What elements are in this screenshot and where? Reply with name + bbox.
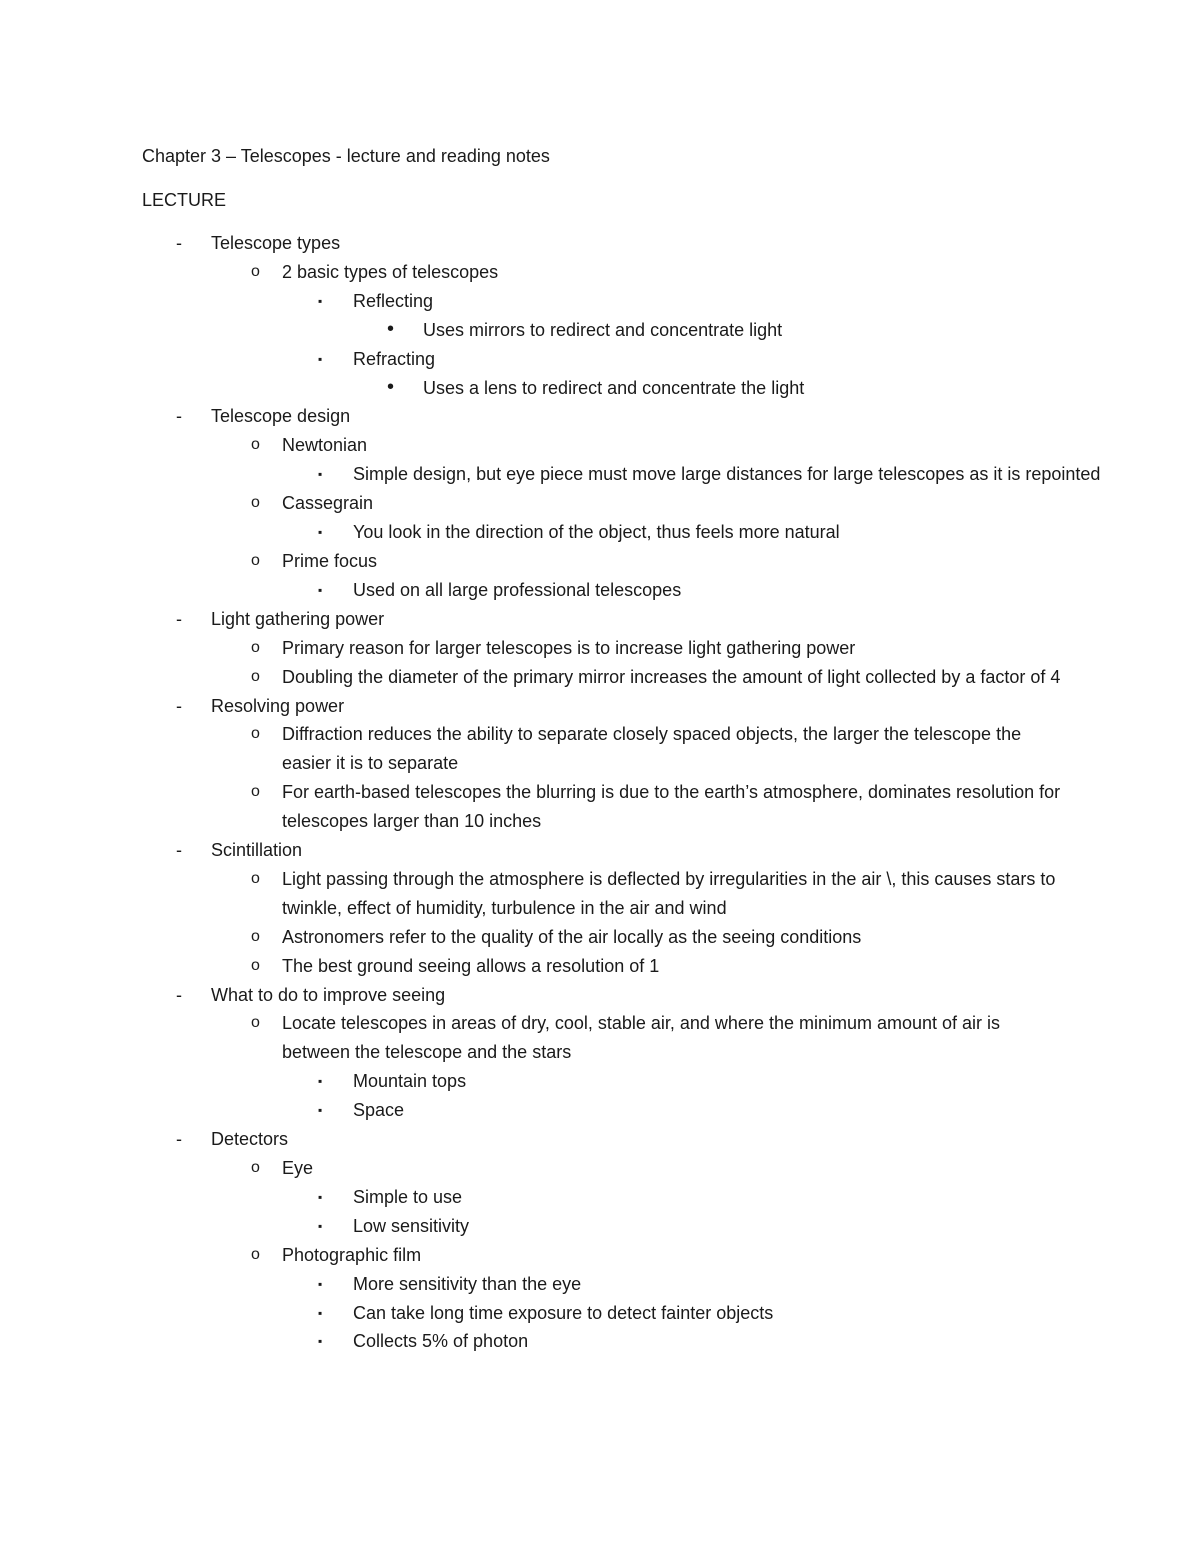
outline-point-item — [0, 1299, 1200, 1328]
outline-item-text: Primary reason for larger telescopes is to increase light gathering power — [282, 637, 856, 658]
outline-item-text: Space — [353, 1100, 405, 1121]
outline-item-text: Astronomers refer to the quality of the air locally as the seeing conditions — [282, 926, 862, 947]
outline-item-text: Reflecting — [353, 290, 434, 311]
bullet-marker: ▪ — [318, 467, 323, 482]
outline-item-text: Collects 5% of photon — [353, 1331, 529, 1352]
outline-subtopic-item — [0, 258, 1200, 287]
outline-item-text: Light passing through the atmosphere is deflected by irregularities in the air \, this causes stars to twinkle, effect of humidity, turbulence in the air and wind — [282, 868, 1056, 918]
outline-topic-item — [0, 605, 1200, 634]
bullet-marker: o — [251, 869, 260, 887]
outline-topic-item — [0, 229, 1200, 258]
bullet-marker: ▪ — [318, 1103, 323, 1118]
outline-item-text: Used on all large professional telescopes — [353, 579, 682, 600]
outline-item-text: Can take long time exposure to detect fainter objects — [353, 1302, 774, 1323]
bullet-marker: ▪ — [318, 1305, 323, 1320]
bullet-marker: - — [176, 695, 182, 716]
bullet-marker: ▪ — [318, 1218, 323, 1233]
outline-subtopic-item — [0, 634, 1200, 663]
bullet-marker: • — [387, 375, 395, 398]
outline-topic-item — [0, 1125, 1200, 1154]
outline-topic-item — [0, 836, 1200, 865]
outline-point-item — [0, 345, 1200, 374]
outline-point-item — [0, 460, 1200, 489]
outline-item-text: 2 basic types of telescopes — [282, 261, 499, 282]
outline-item-text: Simple design, but eye piece must move large distances for large telescopes as it is repointed — [353, 464, 1101, 485]
bullet-marker: o — [251, 436, 260, 454]
outline-item-text: For earth-based telescopes the blurring is due to the earth’s atmosphere, dominates resolution for telescopes larger than 10 inches — [282, 782, 1061, 832]
outline-item-text: Scintillation — [211, 840, 303, 861]
bullet-marker: ▪ — [318, 1276, 323, 1291]
outline-item-text: Locate telescopes in areas of dry, cool, stable air, and where the minimum amount of air is between the telescope and the stars — [282, 1013, 1001, 1063]
outline-item-text: Simple to use — [353, 1186, 463, 1207]
outline-item-text: Low sensitivity — [353, 1215, 470, 1236]
outline-item-text: Eye — [282, 1158, 314, 1178]
bullet-marker: - — [176, 406, 182, 427]
outline-subtopic-item — [0, 1009, 1200, 1067]
bullet-marker: o — [251, 1159, 260, 1176]
outline-detail-item — [0, 374, 1200, 403]
bullet-marker: o — [251, 551, 260, 569]
outline-subtopic-item — [0, 1154, 1200, 1183]
outline-item-text: More sensitivity than the eye — [353, 1273, 582, 1294]
outline-point-item — [0, 1067, 1200, 1096]
outline-item-text: Diffraction reduces the ability to separate closely spaced objects, the larger the telescope the easier it is to separate — [282, 724, 1022, 774]
outline-point-item — [0, 518, 1200, 547]
outline-point-item — [0, 1096, 1200, 1125]
bullet-marker: ▪ — [318, 1189, 323, 1204]
outline-subtopic-item — [0, 923, 1200, 952]
section-heading: LECTURE — [142, 190, 227, 210]
bullet-marker: o — [251, 1245, 260, 1263]
outline-item-text: Photographic film — [282, 1244, 422, 1265]
bullet-marker: o — [251, 956, 260, 974]
outline-topic-item — [0, 981, 1200, 1010]
bullet-marker: o — [251, 725, 260, 743]
outline-item-text: Mountain tops — [353, 1071, 467, 1092]
outline-point-item — [0, 1212, 1200, 1241]
bullet-marker: o — [251, 667, 260, 685]
outline-topic-item — [0, 692, 1200, 721]
outline-item-text: You look in the direction of the object, thus feels more natural — [353, 522, 840, 543]
bullet-marker: ▪ — [318, 1334, 323, 1349]
outline-item-text: Uses a lens to redirect and concentrate the light — [423, 377, 805, 398]
outline-item-text: Detectors — [211, 1129, 289, 1150]
bullet-marker: o — [251, 927, 260, 945]
bullet-marker: ▪ — [318, 525, 323, 540]
outline-item-text: Prime focus — [282, 550, 378, 571]
bullet-marker: - — [176, 840, 182, 861]
outline-item-text: Doubling the diameter of the primary mirror increases the amount of light collected by a factor of 4 — [282, 666, 1061, 687]
outline-point-item — [0, 1327, 1200, 1356]
outline-item-text: Resolving power — [211, 695, 345, 716]
outline-subtopic-item — [0, 952, 1200, 981]
bullet-marker: - — [176, 608, 182, 629]
outline-point-item — [0, 287, 1200, 316]
outline-item-text: Cassegrain — [282, 493, 374, 514]
bullet-marker: ▪ — [318, 582, 323, 597]
bullet-marker: - — [176, 984, 182, 1005]
bullet-marker: o — [251, 783, 260, 801]
outline-point-item — [0, 576, 1200, 605]
outline-item-text: Telescope types — [211, 233, 341, 253]
bullet-marker: • — [387, 317, 395, 340]
outline-item-text: Telescope design — [211, 406, 351, 427]
outline-subtopic-item — [0, 547, 1200, 576]
bullet-marker: o — [251, 494, 260, 512]
bullet-marker: o — [251, 262, 260, 280]
document-title: Chapter 3 – Telescopes - lecture and reading notes — [142, 146, 550, 166]
bullet-marker: o — [251, 638, 260, 656]
outline-point-item — [0, 1270, 1200, 1299]
bullet-marker: - — [176, 1129, 182, 1150]
outline-item-text: What to do to improve seeing — [211, 984, 446, 1005]
outline-topic-item — [0, 402, 1200, 431]
bullet-marker: o — [251, 1014, 260, 1032]
outline-item-text: Uses mirrors to redirect and concentrate light — [423, 319, 783, 340]
outline-subtopic-item — [0, 778, 1200, 836]
lecture-outline — [0, 229, 1200, 1356]
bullet-marker: ▪ — [318, 351, 323, 366]
bullet-marker: - — [176, 233, 182, 253]
outline-item-text: The best ground seeing allows a resolution of 1 — [282, 955, 660, 976]
outline-subtopic-item — [0, 663, 1200, 692]
outline-item-text: Newtonian — [282, 435, 368, 456]
outline-subtopic-item — [0, 720, 1200, 778]
outline-subtopic-item — [0, 1241, 1200, 1270]
outline-detail-item — [0, 316, 1200, 345]
bullet-marker: ▪ — [318, 1074, 323, 1089]
outline-subtopic-item — [0, 489, 1200, 518]
outline-item-text: Light gathering power — [211, 608, 385, 629]
outline-subtopic-item — [0, 431, 1200, 460]
outline-subtopic-item — [0, 865, 1200, 923]
outline-point-item — [0, 1183, 1200, 1212]
bullet-marker: ▪ — [318, 293, 323, 308]
outline-item-text: Refracting — [353, 348, 436, 369]
